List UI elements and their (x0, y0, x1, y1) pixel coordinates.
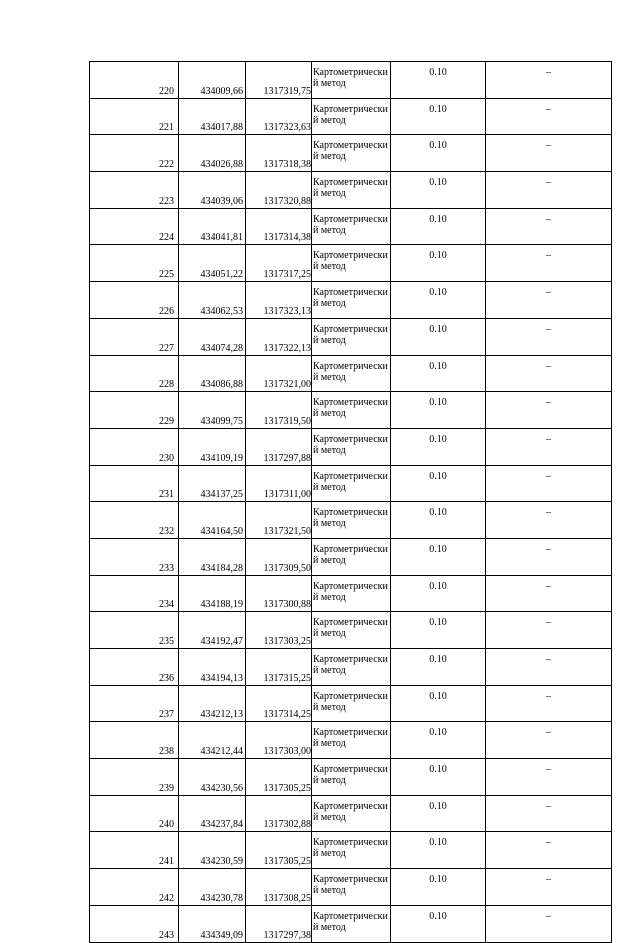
table-row (90, 502, 612, 539)
point-number-cell: 239 (90, 759, 179, 796)
table-row (90, 759, 612, 796)
accuracy-cell: 0.10 (391, 538, 486, 575)
point-number-cell: 243 (90, 905, 179, 942)
point-number-cell: 221 (90, 98, 179, 135)
method-cell: Картометрический метод (312, 575, 391, 612)
coordinates-table-body (90, 62, 612, 943)
point-number-cell: 234 (90, 575, 179, 612)
method-cell: Картометрический метод (312, 282, 391, 319)
note-cell: – (486, 795, 612, 832)
method-cell: Картометрический метод (312, 318, 391, 355)
x-coordinate-cell: 434086,88 (179, 355, 246, 392)
y-coordinate-cell: 1317314,38 (246, 208, 312, 245)
accuracy-cell: 0.10 (391, 172, 486, 209)
y-coordinate-cell: 1317303,25 (246, 612, 312, 649)
point-number-cell: 231 (90, 465, 179, 502)
y-coordinate-cell: 1317309,50 (246, 538, 312, 575)
y-coordinate-cell: 1317319,75 (246, 62, 312, 99)
x-coordinate-cell: 434230,78 (179, 869, 246, 906)
x-coordinate-cell: 434194,13 (179, 649, 246, 686)
note-cell: – (486, 649, 612, 686)
table-row (90, 795, 612, 832)
accuracy-cell: 0.10 (391, 62, 486, 99)
x-coordinate-cell: 434237,84 (179, 795, 246, 832)
point-number-cell: 220 (90, 62, 179, 99)
x-coordinate-cell: 434099,75 (179, 392, 246, 429)
table-row (90, 98, 612, 135)
x-coordinate-cell: 434164,50 (179, 502, 246, 539)
y-coordinate-cell: 1317323,63 (246, 98, 312, 135)
point-number-cell: 227 (90, 318, 179, 355)
y-coordinate-cell: 1317318,38 (246, 135, 312, 172)
point-number-cell: 242 (90, 869, 179, 906)
note-cell: – (486, 465, 612, 502)
x-coordinate-cell: 434109,19 (179, 428, 246, 465)
note-cell: – (486, 502, 612, 539)
table-row (90, 538, 612, 575)
y-coordinate-cell: 1317320,88 (246, 172, 312, 209)
x-coordinate-cell: 434039,06 (179, 172, 246, 209)
y-coordinate-cell: 1317311,00 (246, 465, 312, 502)
point-number-cell: 238 (90, 722, 179, 759)
point-number-cell: 230 (90, 428, 179, 465)
accuracy-cell: 0.10 (391, 649, 486, 686)
note-cell: – (486, 208, 612, 245)
accuracy-cell: 0.10 (391, 502, 486, 539)
x-coordinate-cell: 434062,53 (179, 282, 246, 319)
accuracy-cell: 0.10 (391, 685, 486, 722)
accuracy-cell: 0.10 (391, 245, 486, 282)
point-number-cell: 225 (90, 245, 179, 282)
note-cell: – (486, 318, 612, 355)
note-cell: – (486, 538, 612, 575)
table-row (90, 62, 612, 99)
table-row (90, 392, 612, 429)
accuracy-cell: 0.10 (391, 832, 486, 869)
table-row (90, 282, 612, 319)
accuracy-cell: 0.10 (391, 795, 486, 832)
note-cell: – (486, 245, 612, 282)
x-coordinate-cell: 434212,44 (179, 722, 246, 759)
table-row (90, 575, 612, 612)
table-row (90, 428, 612, 465)
method-cell: Картометрический метод (312, 502, 391, 539)
point-number-cell: 233 (90, 538, 179, 575)
method-cell: Картометрический метод (312, 759, 391, 796)
note-cell: – (486, 832, 612, 869)
method-cell: Картометрический метод (312, 428, 391, 465)
method-cell: Картометрический метод (312, 722, 391, 759)
table-row (90, 465, 612, 502)
method-cell: Картометрический метод (312, 392, 391, 429)
method-cell: Картометрический метод (312, 869, 391, 906)
note-cell: – (486, 428, 612, 465)
x-coordinate-cell: 434026,88 (179, 135, 246, 172)
note-cell: – (486, 62, 612, 99)
note-cell: – (486, 869, 612, 906)
y-coordinate-cell: 1317297,38 (246, 905, 312, 942)
note-cell: – (486, 905, 612, 942)
table-row (90, 905, 612, 942)
method-cell: Картометрический метод (312, 172, 391, 209)
y-coordinate-cell: 1317317,25 (246, 245, 312, 282)
table-row (90, 135, 612, 172)
point-number-cell: 223 (90, 172, 179, 209)
accuracy-cell: 0.10 (391, 355, 486, 392)
method-cell: Картометрический метод (312, 795, 391, 832)
y-coordinate-cell: 1317303,00 (246, 722, 312, 759)
x-coordinate-cell: 434009,66 (179, 62, 246, 99)
note-cell: – (486, 759, 612, 796)
note-cell: – (486, 282, 612, 319)
point-number-cell: 222 (90, 135, 179, 172)
accuracy-cell: 0.10 (391, 392, 486, 429)
method-cell: Картометрический метод (312, 905, 391, 942)
y-coordinate-cell: 1317321,50 (246, 502, 312, 539)
accuracy-cell: 0.10 (391, 905, 486, 942)
method-cell: Картометрический метод (312, 465, 391, 502)
table-row (90, 612, 612, 649)
point-number-cell: 226 (90, 282, 179, 319)
accuracy-cell: 0.10 (391, 465, 486, 502)
y-coordinate-cell: 1317314,25 (246, 685, 312, 722)
note-cell: – (486, 355, 612, 392)
accuracy-cell: 0.10 (391, 98, 486, 135)
table-row (90, 318, 612, 355)
point-number-cell: 241 (90, 832, 179, 869)
table-row (90, 685, 612, 722)
y-coordinate-cell: 1317322,13 (246, 318, 312, 355)
table-row (90, 722, 612, 759)
accuracy-cell: 0.10 (391, 869, 486, 906)
table-row (90, 172, 612, 209)
point-number-cell: 235 (90, 612, 179, 649)
table-row (90, 649, 612, 686)
point-number-cell: 229 (90, 392, 179, 429)
table-row (90, 869, 612, 906)
method-cell: Картометрический метод (312, 832, 391, 869)
note-cell: – (486, 98, 612, 135)
x-coordinate-cell: 434188,19 (179, 575, 246, 612)
accuracy-cell: 0.10 (391, 135, 486, 172)
coordinates-table (89, 61, 612, 943)
x-coordinate-cell: 434212,13 (179, 685, 246, 722)
x-coordinate-cell: 434137,25 (179, 465, 246, 502)
note-cell: – (486, 685, 612, 722)
accuracy-cell: 0.10 (391, 612, 486, 649)
method-cell: Картометрический метод (312, 62, 391, 99)
y-coordinate-cell: 1317323,13 (246, 282, 312, 319)
table-row (90, 245, 612, 282)
note-cell: – (486, 392, 612, 429)
table-row (90, 355, 612, 392)
method-cell: Картометрический метод (312, 355, 391, 392)
method-cell: Картометрический метод (312, 538, 391, 575)
y-coordinate-cell: 1317321,00 (246, 355, 312, 392)
y-coordinate-cell: 1317300,88 (246, 575, 312, 612)
y-coordinate-cell: 1317308,25 (246, 869, 312, 906)
x-coordinate-cell: 434074,28 (179, 318, 246, 355)
accuracy-cell: 0.10 (391, 318, 486, 355)
y-coordinate-cell: 1317305,25 (246, 832, 312, 869)
note-cell: – (486, 722, 612, 759)
note-cell: – (486, 172, 612, 209)
method-cell: Картометрический метод (312, 612, 391, 649)
method-cell: Картометрический метод (312, 245, 391, 282)
y-coordinate-cell: 1317302,88 (246, 795, 312, 832)
point-number-cell: 232 (90, 502, 179, 539)
accuracy-cell: 0.10 (391, 428, 486, 465)
point-number-cell: 237 (90, 685, 179, 722)
method-cell: Картометрический метод (312, 685, 391, 722)
accuracy-cell: 0.10 (391, 575, 486, 612)
note-cell: – (486, 135, 612, 172)
point-number-cell: 240 (90, 795, 179, 832)
x-coordinate-cell: 434041,81 (179, 208, 246, 245)
y-coordinate-cell: 1317305,25 (246, 759, 312, 796)
x-coordinate-cell: 434349,09 (179, 905, 246, 942)
method-cell: Картометрический метод (312, 98, 391, 135)
point-number-cell: 228 (90, 355, 179, 392)
accuracy-cell: 0.10 (391, 282, 486, 319)
accuracy-cell: 0.10 (391, 759, 486, 796)
y-coordinate-cell: 1317297,88 (246, 428, 312, 465)
note-cell: – (486, 612, 612, 649)
accuracy-cell: 0.10 (391, 722, 486, 759)
x-coordinate-cell: 434230,59 (179, 832, 246, 869)
table-row (90, 832, 612, 869)
y-coordinate-cell: 1317315,25 (246, 649, 312, 686)
x-coordinate-cell: 434192,47 (179, 612, 246, 649)
table-row (90, 208, 612, 245)
point-number-cell: 224 (90, 208, 179, 245)
method-cell: Картометрический метод (312, 649, 391, 686)
method-cell: Картометрический метод (312, 135, 391, 172)
point-number-cell: 236 (90, 649, 179, 686)
accuracy-cell: 0.10 (391, 208, 486, 245)
note-cell: – (486, 575, 612, 612)
x-coordinate-cell: 434230,56 (179, 759, 246, 796)
y-coordinate-cell: 1317319,50 (246, 392, 312, 429)
method-cell: Картометрический метод (312, 208, 391, 245)
x-coordinate-cell: 434017,88 (179, 98, 246, 135)
x-coordinate-cell: 434184,28 (179, 538, 246, 575)
x-coordinate-cell: 434051,22 (179, 245, 246, 282)
